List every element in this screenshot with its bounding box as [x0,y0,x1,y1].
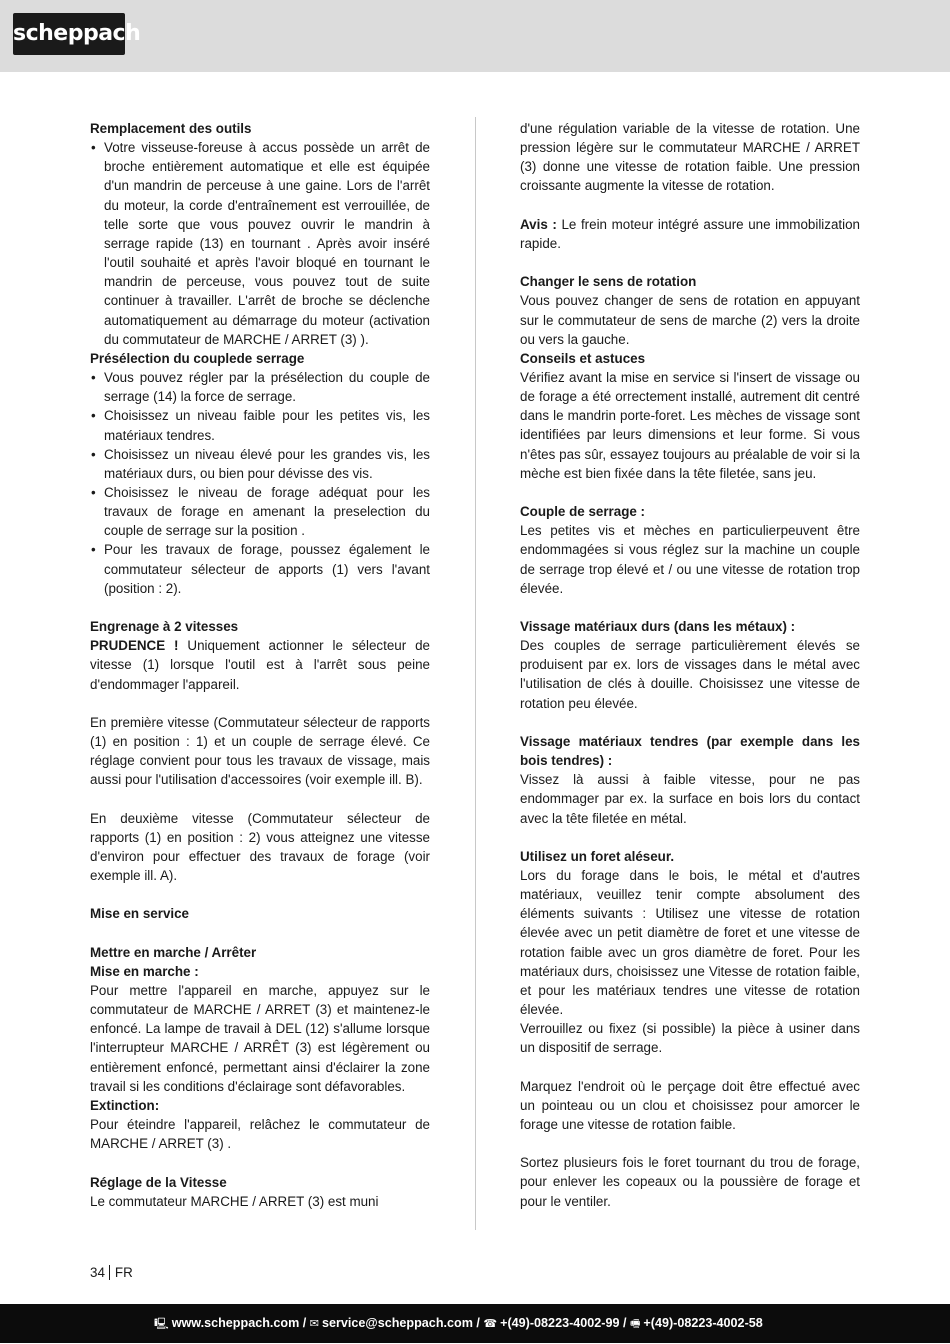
first-gear-paragraph: En première vitesse (Commutateur sélecteur de rapports (1) en position : 1) et un couple de serrage élevé. Ce réglage convient pour tous les travaux de vissage, mais aussi pour l'utilisation d'accessoires (voir exemple ill. B). [90,714,430,788]
soft-materials-paragraph: Vissez là aussi à faible vitesse, pour ne pas endommager par ex. la surface en bois lors du contact avec la tête filetée en métal. [520,772,860,826]
heading-switch-off: Extinction: [90,1097,160,1113]
footer-email[interactable]: service@scheppach.com [322,1316,473,1330]
tips-paragraph: Vérifiez avant la mise en service si l'insert de vissage ou de forage a été orrectement installé, autrement dit centré dans le mandrin porte-foret. Les mèches de vissage sont identifiées par leurs dimensions et leur forme. Si vous n'êtes pas sûr, essayez toujours au préalable de voir si la mèche est bien fixée dans la tête filetée, sans jeu. [520,370,860,481]
heading-torque-preselection: Présélection du couplede serrage [90,350,305,366]
reamer-paragraph: Lors du forage dans le bois, le métal et d'autres matériaux, veuillez tenir compte absolument des éléments suivants : Utilisez une vitesse de rotation élevée avec un petit diamètre de foret et une vitesse de rotation faible avec un gros diamètre de foret. Pour les matériaux durs, choisissez une Vitesse de rotation faible, et pour les matériaux tendres une vitesse de rotation élevée. [520,868,860,1018]
right-column [520,119,860,1211]
footer-website[interactable]: www.scheppach.com [171,1316,300,1330]
list-item: • Choisissez le niveau de forage adéquat pour les travaux de forage en amenant la preselection du couple de serrage sur la position . [90,483,430,540]
page-header [0,0,950,72]
footer-contact: 🖳 www.scheppach.com / ✉ service@scheppach.com / ☎ +(49)-08223-4002-99 / 🖷 +(49)-08223-4002-58 [154,1316,763,1330]
page-number [90,1265,133,1280]
caution-text: Uniquement actionner le sélecteur de vitesse (1) lorsque l'outil est à l'arrêt sous peine d'endommager l'appareil. [90,638,430,692]
heading-speed: Réglage de la Vitesse [90,1174,227,1190]
footer-fax: +(49)-08223-4002-58 [643,1316,763,1330]
heading-hard-materials: Vissage matériaux durs (dans les métaux) : [520,619,796,634]
switch-off-paragraph: Pour éteindre l'appareil, relâchez le commutateur de MARCHE / ARRET (3) . [90,1117,430,1152]
speed-continued-paragraph: d'une régulation variable de la vitesse de rotation. Une pression légère sur le commutateur MARCHE / ARRET (3) donne une vitesse de rotation faible. Une pression croissante augmente la vitesse de rotation. [520,121,860,194]
chips-paragraph: Sortez plusieurs fois le foret tournant du trou de forage, pour enlever les copeaux ou la poussière de forage et pour le ventiler. [520,1155,860,1209]
speed-paragraph: Le commutateur MARCHE / ARRET (3) est muni [90,1193,379,1209]
hard-materials-paragraph: Des couples de serrage particulièrement élevés se produisent par ex. lors de vissages dans le métal avec l'utilisation de clés à douille. Choisissez une vitesse de rotation peu élevée. [520,638,860,711]
switch-on-paragraph: Pour mettre l'appareil en marche, appuyez sur le commutateur de MARCHE / ARRET (3) et maintenez-le enfoncé. La lampe de travail à DEL (12) s'allume lorsque l'interrupteur MARCHE / ARRÊT (3) est légèrement ou entièrement enfoncé, permettant ainsi d'éclairer la zone travail si les conditions d'éclairage sont défavorables. [90,982,430,1094]
list-item: • Choisissez un niveau élevé pour les grandes vis, les matériaux durs, ou bien pour dévisse des vis. [90,445,430,483]
list-item: • Vous pouvez régler par la présélection du couple de serrage (14) la force de serrage. [90,368,430,406]
heading-tips: Conseils et astuces [520,350,646,366]
column-divider [475,117,476,1230]
left-column [90,119,430,1211]
torque-list [90,368,430,598]
page-number-separator [109,1265,110,1280]
page-footer [0,1304,950,1343]
heading-gear: Engrenage à 2 vitesses [90,619,239,635]
list-item: • Choisissez un niveau faible pour les petites vis, les matériaux tendres. [90,406,430,444]
heading-soft-materials: Vissage matériaux tendres (par exemple dans les bois tendres) : [520,733,860,769]
page-language: FR [114,1265,133,1280]
footer-phone: +(49)-08223-4002-99 [500,1316,620,1330]
notice-label: Avis : [520,216,557,232]
caution-label: PRUDENCE ! [90,638,179,654]
rotation-paragraph: Vous pouvez changer de sens de rotation en appuyant sur le commutateur de sens de marche (2) vers la droite ou vers la gauche. [520,293,860,347]
page-number-value: 34 [90,1265,105,1280]
caution-paragraph [90,636,430,693]
heading-switch-on: Mise en marche : [90,963,199,979]
torque-paragraph: Les petites vis et mèches en particulierpeuvent être endommagées si vous réglez sur la machine un couple de serrage trop élevé et / ou une vitesse de rotation trop élevée. [520,523,860,596]
notice-paragraph [520,215,860,253]
second-gear-paragraph: En deuxième vitesse (Commutateur sélecteur de rapports (1) en position : 2) vous atteignez une vitesse d'environ pour effectuer des travaux de forage (voir exemple ill. A). [90,810,430,884]
heading-torque: Couple de serrage : [520,504,646,520]
heading-on-off: Mettre en marche / Arrêter [90,944,257,960]
clamping-paragraph: Verrouillez ou fixez (si possible) la pièce à usiner dans un dispositif de serrage. [520,1021,860,1056]
computer-icon: 🖳 [154,1318,169,1330]
heading-reamer: Utilisez un foret aléseur. [520,848,675,864]
phone-icon: ☎ [483,1318,498,1330]
heading-commissioning: Mise en service [90,906,190,922]
heading-rotation: Changer le sens de rotation [520,274,697,290]
brand-logo: scheppach [13,13,125,55]
notice-text: Le frein moteur intégré assure une immobilization rapide. [520,216,860,251]
fax-icon: 🖷 [630,1318,641,1330]
marking-paragraph: Marquez l'endroit où le perçage doit être effectué avec un pointeau ou un clou et choisissez pour amorcer le forage une vitesse de rotation faible. [520,1078,860,1133]
list-item: • Pour les travaux de forage, poussez également le commutateur sélecteur de apports (1) vers l'avant (position : 2). [90,540,430,597]
tool-replacement-list [90,138,430,349]
mail-icon: ✉ [309,1318,320,1330]
list-item: • Votre visseuse-foreuse à accus possède un arrêt de broche entièrement automatique et elle est équipée d'un mandrin de perceuse à une gaine. Lors de l'arrêt du moteur, la corde d'entraînement est verrouillée, de telle sorte que vous pouvez ouvrir le mandrin à serrage rapide (13) en tournant . Après avoir inséré l'outil souhaité et après l'avoir bloqué en tournant le mandrin de perceuse, vous pouvez tout de suite continuer à travailler. L'arrêt de broche se déclenche automatiquement au démarrage du moteur (activation du commutateur de MARCHE / ARRET (3) ). [90,138,430,349]
heading-tool-replacement: Remplacement des outils [90,121,252,136]
